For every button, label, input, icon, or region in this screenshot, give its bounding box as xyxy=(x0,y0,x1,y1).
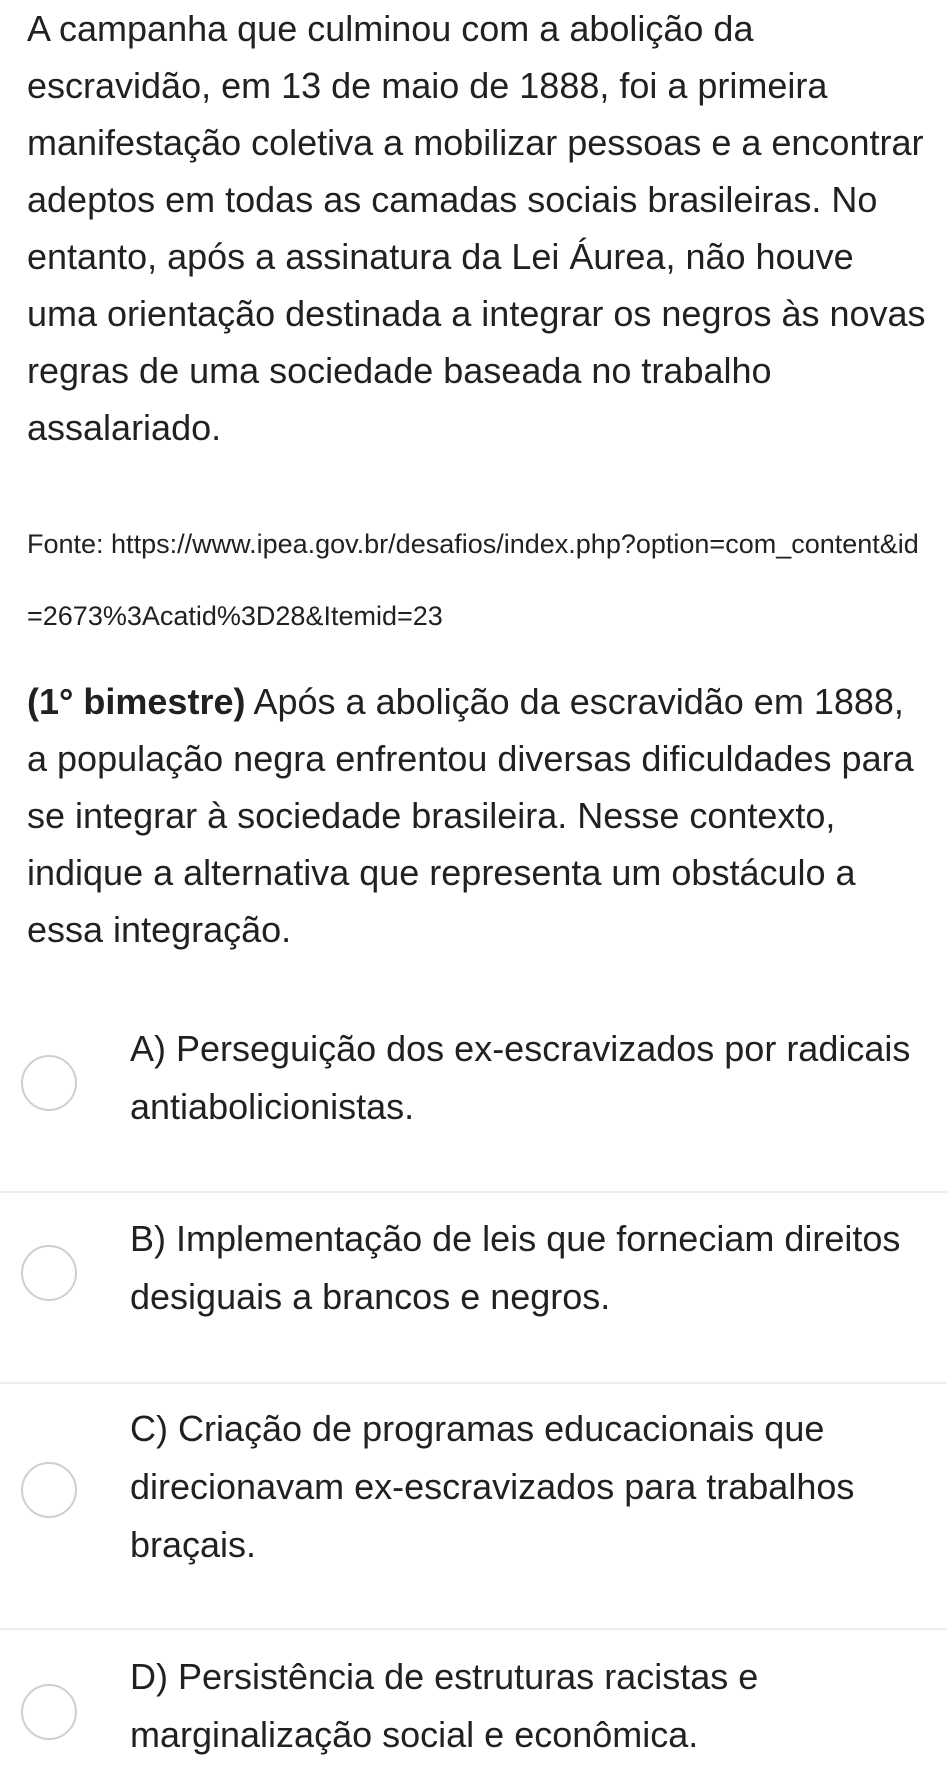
passage-text: A campanha que culminou com a abolição da escravidão, em 13 de maio de 1888, foi a primeira manifestação coletiva a mobilizar pessoas e a encontrar adeptos em todas as camadas sociais brasileiras. No entanto, após a assinatura da Lei Áurea, não houve uma orientação destinada a integrar os negros às novas regras de uma sociedade baseada no trabalho assalariado. xyxy=(27,8,926,448)
question-text xyxy=(27,673,932,958)
radio-circle-icon[interactable] xyxy=(21,1462,77,1518)
question-period: (1° bimestre) xyxy=(27,681,246,722)
option-divider xyxy=(0,1382,947,1384)
option-a-label: A) Perseguição dos ex-escravizados por radicais antiabolicionistas. xyxy=(130,1028,911,1127)
radio-circle-icon[interactable] xyxy=(21,1684,77,1740)
option-c-label: C) Criação de programas educacionais que direcionavam ex-escravizados para trabalhos braçais. xyxy=(130,1408,855,1565)
option-b-label: B) Implementação de leis que forneciam direitos desiguais a brancos e negros. xyxy=(130,1218,901,1317)
question-statement: Após a abolição da escravidão em 1888, a população negra enfrentou diversas dificuldades para se integrar à sociedade brasileira. Nesse contexto, indique a alternativa que representa um obstáculo a essa integração. xyxy=(27,681,914,950)
option-divider xyxy=(0,1191,947,1193)
option-a[interactable] xyxy=(0,1020,947,1190)
radio-circle-icon[interactable] xyxy=(21,1055,77,1111)
option-divider xyxy=(0,1628,947,1630)
option-d-label: D) Persistência de estruturas racistas e marginalização social e econômica. xyxy=(130,1656,759,1755)
option-d[interactable] xyxy=(0,1648,947,1775)
option-b[interactable] xyxy=(0,1210,947,1380)
radio-circle-icon[interactable] xyxy=(21,1245,77,1301)
source-citation: Fonte: https://www.ipea.gov.br/desafios/index.php?option=com_content&id=2673%3Acatid%3D28&Itemid=23 xyxy=(27,529,919,631)
option-c[interactable] xyxy=(0,1400,947,1620)
